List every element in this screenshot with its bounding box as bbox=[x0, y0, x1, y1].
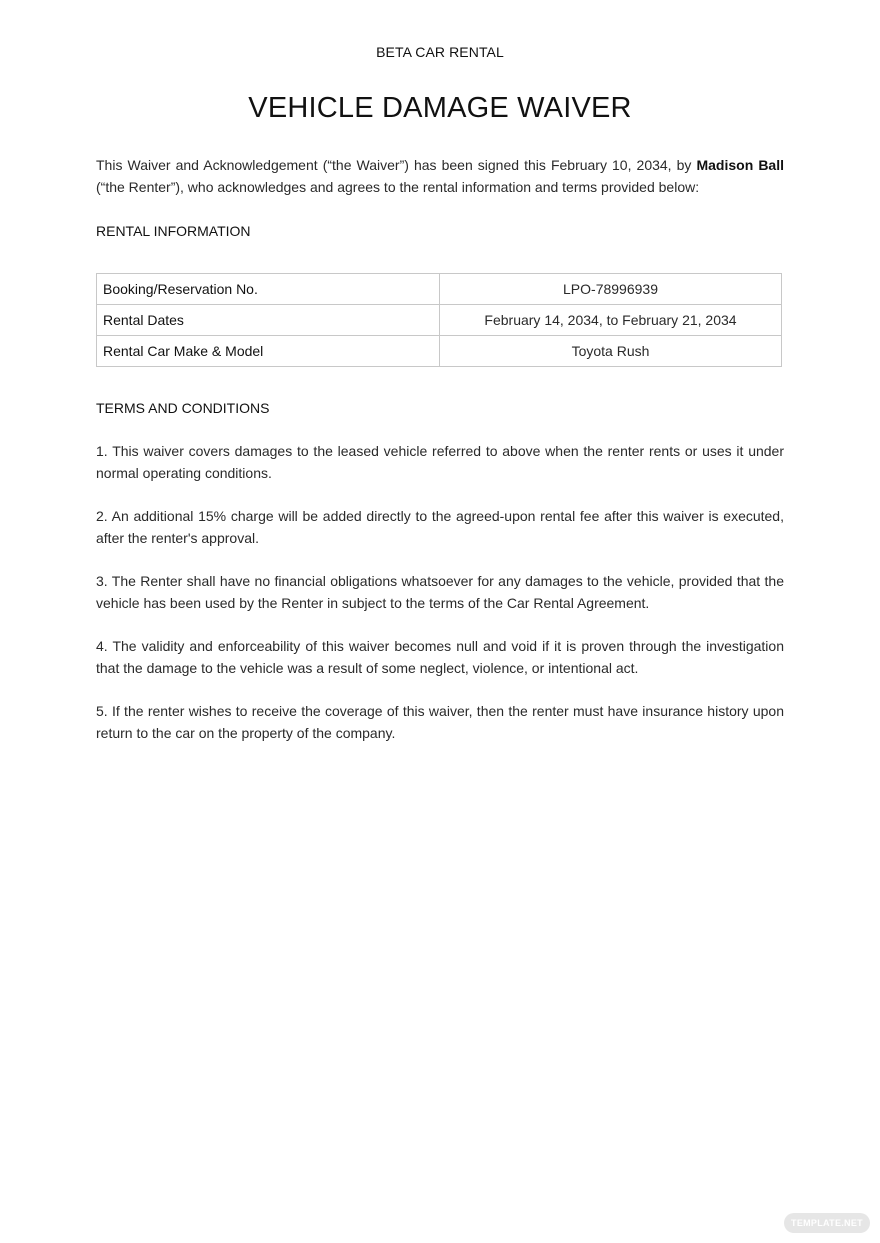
company-name: BETA CAR RENTAL bbox=[376, 44, 504, 60]
term-item-3: 3. The Renter shall have no financial obligations whatsoever for any damages to the vehicle, provided that the vehicle has been used by the Renter in subject to the terms of the Car Rental Agreement. bbox=[96, 573, 784, 611]
intro-text-end: (“the Renter”), who acknowledges and agrees to the rental information and terms provided below: bbox=[96, 179, 700, 195]
term-item-1: 1. This waiver covers damages to the leased vehicle referred to above when the renter rents or uses it under normal operating conditions. bbox=[96, 443, 784, 481]
term-item-2: 2. An additional 15% charge will be added directly to the agreed-upon rental fee after this waiver is executed, after the renter's approval. bbox=[96, 508, 784, 546]
table-row bbox=[97, 274, 782, 305]
rental-information-heading: RENTAL INFORMATION bbox=[96, 223, 251, 239]
rental-information-table bbox=[96, 273, 782, 367]
document-body bbox=[96, 154, 784, 765]
document-title: VEHICLE DAMAGE WAIVER bbox=[248, 92, 632, 124]
rental-dates-label: Rental Dates bbox=[97, 305, 440, 336]
renter-name: Madison Ball bbox=[696, 157, 784, 173]
table-row bbox=[97, 336, 782, 367]
term-item-4: 4. The validity and enforceability of this waiver becomes null and void if it is proven through the investigation that the damage to the vehicle was a result of some neglect, violence, or intentional act. bbox=[96, 638, 784, 676]
intro-text-start: This Waiver and Acknowledgement (“the Waiver”) has been signed this February 10, 2034, by bbox=[96, 157, 697, 173]
booking-number-value: LPO-78996939 bbox=[440, 274, 782, 305]
car-model-value: Toyota Rush bbox=[440, 336, 782, 367]
rental-dates-value: February 14, 2034, to February 21, 2034 bbox=[440, 305, 782, 336]
car-model-label: Rental Car Make & Model bbox=[97, 336, 440, 367]
terms-heading: TERMS AND CONDITIONS bbox=[96, 400, 270, 416]
booking-number-label: Booking/Reservation No. bbox=[97, 274, 440, 305]
term-item-5: 5. If the renter wishes to receive the coverage of this waiver, then the renter must have insurance history upon return to the car on the property of the company. bbox=[96, 703, 784, 741]
intro-paragraph bbox=[96, 154, 784, 198]
table-row bbox=[97, 305, 782, 336]
template-watermark: TEMPLATE.NET bbox=[784, 1213, 870, 1233]
